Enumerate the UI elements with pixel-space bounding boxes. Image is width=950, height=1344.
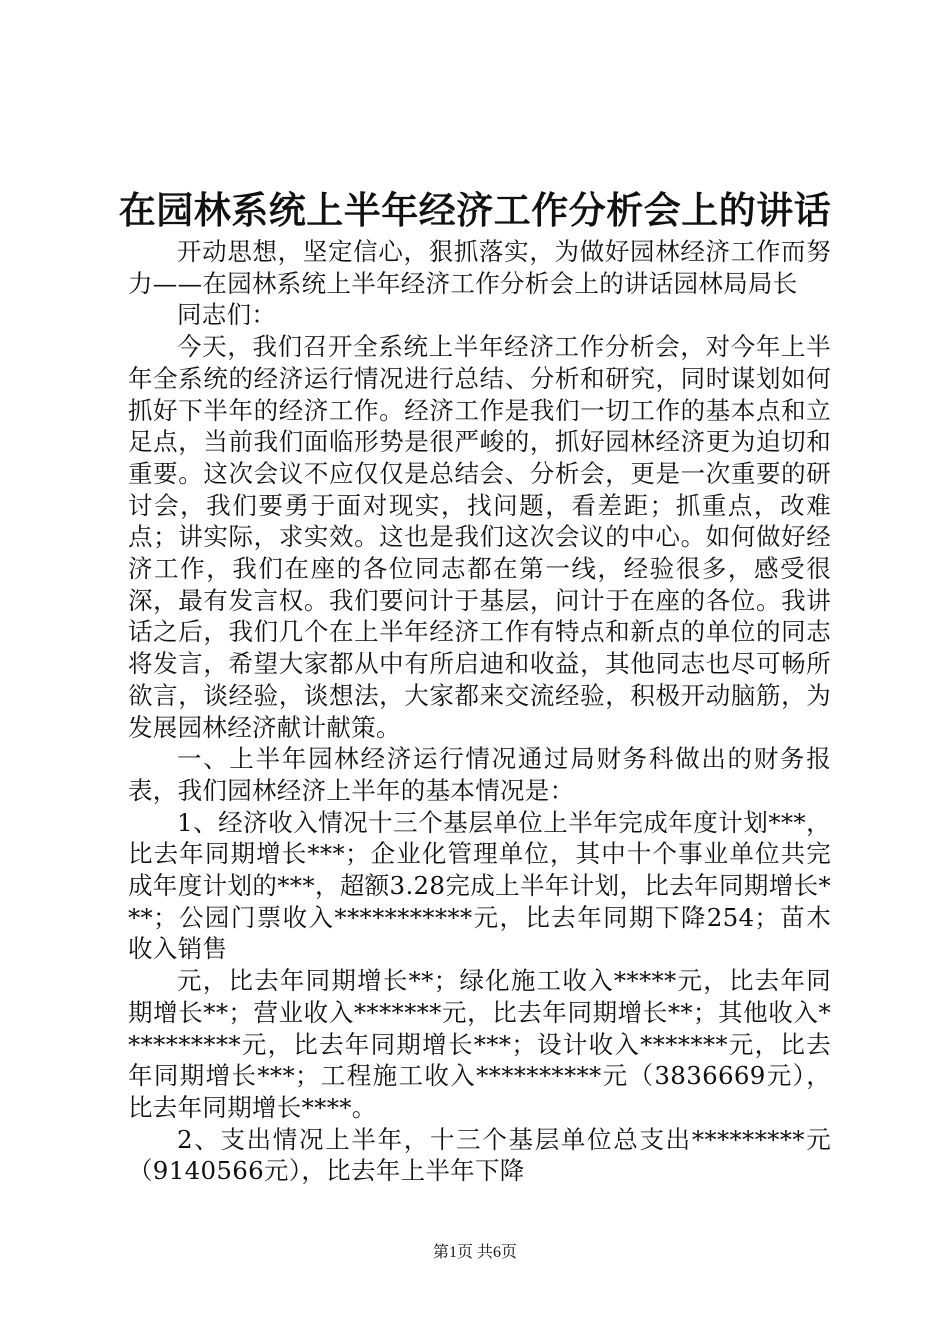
intro-paragraph: 今天，我们召开全系统上半年经济工作分析会，对今年上半年全系统的经济运行情况进行总结、分析和研究，同时谋划如何抓好下半年的经济工作。经济工作是我们一切工作的基本点和立足点，当前我们面临形势是很严峻的，抓好园林经济更为迫切和重要。这次会议不应仅仅是总结会、分析会，更是一次重要的研讨会，我们要勇于面对现实，找问题，看差距；抓重点，改难点；讲实际，求实效。这也是我们这次会议的中心。如何做好经济工作，我们在座的各位同志都在第一线，经验很多，感受很深，最有发言权。我们要问计于基层，问计于在座的各位。我讲话之后，我们几个在上半年经济工作有特点和新点的单位的同志将发言，希望大家都从中有所启迪和收益，其他同志也尽可畅所欲言，谈经验，谈想法，大家都来交流经验，积极开动脑筋，为发展园林经济献计献策。 — [128, 332, 831, 742]
document-title: 在园林系统上半年经济工作分析会上的讲话 — [118, 188, 832, 232]
salutation-paragraph: 同志们： — [177, 300, 277, 330]
page-footer: 第1页 共6页 — [432, 1244, 517, 1261]
document-body — [128, 236, 831, 1187]
expenditure-paragraph: 2、支出情况上半年，十三个基层单位总支出*********元（9140566元），比去年上半年下降 — [128, 1124, 831, 1186]
income-paragraph: 1、经济收入情况十三个基层单位上半年完成年度计划***，比去年同期增长***；企业化管理单位，其中十个事业单位共完成年度计划的***，超额3.28完成上半年计划，比去年同期增长***；公园门票收入***********元，比去年同期下降254；苗木收入销售 — [128, 807, 831, 964]
income-continued-paragraph: 元，比去年同期增长**；绿化施工收入*****元，比去年同期增长**；营业收入*******元，比去年同期增长**；其他收入**********元，比去年同期增长***；设计收入*******元，比去年同期增长***；工程施工收入**********元（3836669元），比去年同期增长****。 — [128, 966, 831, 1122]
subtitle-paragraph: 开动思想，坚定信心，狠抓落实，为做好园林经济工作而努力——在园林系统上半年经济工作分析会上的讲话园林局局长 — [128, 237, 831, 298]
section-heading-paragraph: 一、上半年园林经济运行情况通过局财务科做出的财务报表，我们园林经济上半年的基本情况是： — [128, 744, 831, 805]
